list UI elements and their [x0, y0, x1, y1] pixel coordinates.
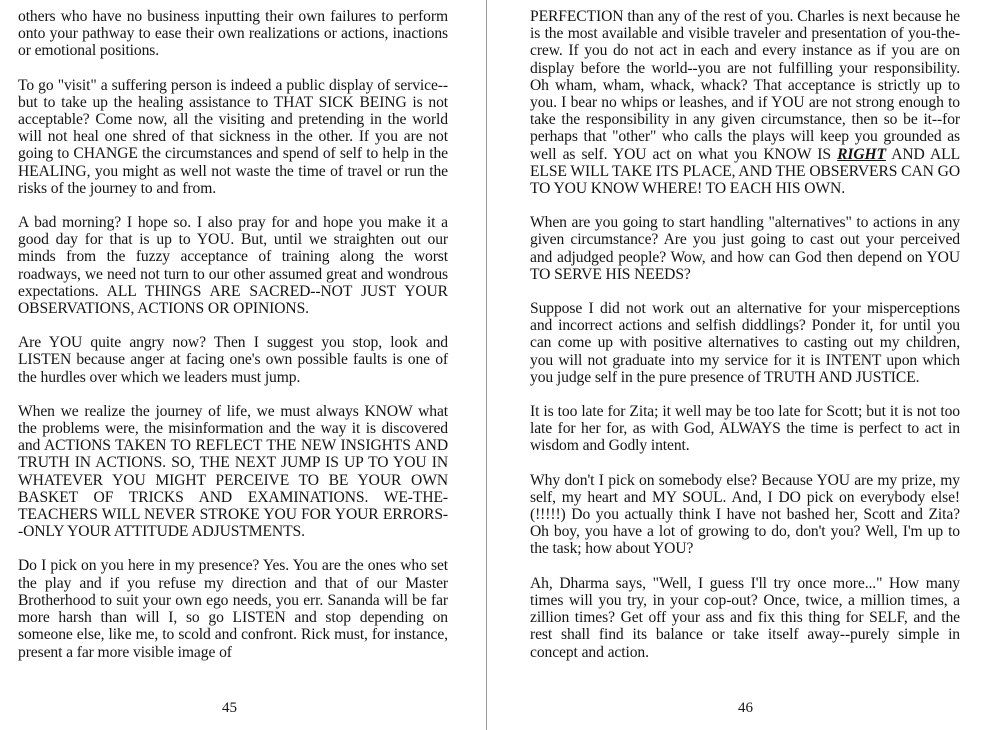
right-page [530, 8, 960, 678]
right-paragraph-1-end: AND ALL ELSE WILL TAKE ITS PLACE, AND THE OBSERVERS CAN GO TO YOU KNOW WHERE! TO EACH HIS OWN. [530, 145, 960, 198]
right-paragraph-2: When are you going to start handling "alternatives" to actions in any given circumstance? Are you just going to cast out your perceived and adjudged people? Wow, and how can God then depend on YOU TO SERVE HIS NEEDS? [530, 214, 960, 283]
right-paragraph-1 [530, 8, 960, 197]
left-page-number: 45 [222, 700, 237, 716]
left-paragraph-2: To go "visit" a suffering person is indeed a public display of service--but to take up the healing assistance to THAT SICK BEING is not acceptable? Come now, all the visiting and pretending in the world will not heal one shred of that sickness in the other. If you are not going to CHANGE the circumstances and spend of self to help in the HEALING, you might as well not waste the time of travel or run the risks of the journey to and from. [18, 76, 448, 197]
right-page-number: 46 [738, 700, 753, 716]
left-paragraph-6: Do I pick on you here in my presence? Yes. You are the ones who set the play and if you refuse my direction and that of our Master Brotherhood to suit your own ego needs, you err. Sananda will be far more harsh than will I, so go LISTEN and stop depending on someone else, like me, to scold and confront. Rick must, for instance, present a far more visible image of [18, 557, 448, 661]
left-paragraph-1: others who have no business inputting their own failures to perform onto your pathway to ease their own realizations or actions, inactions or emotional positions. [18, 8, 448, 60]
page-gutter [486, 0, 487, 730]
right-paragraph-1-start: PERFECTION than any of the rest of you. Charles is next because he is the most available and visible traveler and presentation of you-the-crew. If you do not act in each and every instance as if you are on display before the world--you are not fulfilling your responsibility. Oh wham, wham, whack, whack? That acceptance is strictly up to you. I bear no whips or leashes, and if YOU are not strong enough to take the responsibility in any given circumstance, then so be it--for perhaps that "other" who calls the plays will keep you grounded as well as self. YOU act on what you KNOW IS [530, 8, 960, 163]
right-paragraph-4: It is too late for Zita; it well may be too late for Scott; but it is not too late for her for, as with God, ALWAYS the time is perfect to act in wisdom and Godly intent. [530, 403, 960, 455]
left-paragraph-4: Are YOU quite angry now? Then I suggest you stop, look and LISTEN because anger at facing one's own possible faults is one of the hurdles over which we leaders must jump. [18, 334, 448, 386]
right-paragraph-5: Why don't I pick on somebody else? Because YOU are my prize, my self, my heart and MY SOUL. And, I DO pick on everybody else! (!!!!!) Do you actually think I have not bashed her, Scott and Zita? Oh boy, you have a lot of growing to do, don't you? Well, I'm up to the task; how about YOU? [530, 471, 960, 558]
right-paragraph-6: Ah, Dharma says, "Well, I guess I'll try once more..." How many times will you try, in your cop-out? Once, twice, a million times, a zillion times? Get off your ass and fix this thing for SELF, and the rest shall find its balance or take itself away--purely simple in concept and action. [530, 574, 960, 661]
left-page [18, 8, 448, 678]
right-paragraph-3: Suppose I did not work out an alternative for your misperceptions and incorrect actions and selfish diddlings? Ponder it, for until you can come up with positive alternatives to casting out my children, you will not graduate into my service for it is INTENT upon which you judge self in the pure presence of TRUTH AND JUSTICE. [530, 300, 960, 386]
right-paragraph-1-emphasis: RIGHT [837, 145, 886, 163]
left-paragraph-3: A bad morning? I hope so. I also pray for and hope you make it a good day for that is up to YOU. But, until we straighten out our minds from the fuzzy acceptance of training along the worst roadways, we need not turn to our other assumed great and wondrous expectations. ALL THINGS ARE SACRED--NOT JUST YOUR OBSERVATIONS, ACTIONS OR OPINIONS. [18, 214, 448, 318]
left-paragraph-5: When we realize the journey of life, we must always KNOW what the problems were, the misinformation and the way it is discovered and ACTIONS TAKEN TO REFLECT THE NEW INSIGHTS AND TRUTH IN ACTIONS. SO, THE NEXT JUMP IS UP TO YOU IN WHATEVER YOU MIGHT PERCEIVE TO BE YOUR OWN BASKET OF TRICKS AND EXAMINATIONS. WE-THE-TEACHERS WILL NEVER STROKE YOU FOR YOUR ERRORS--ONLY YOUR ATTITUDE ADJUSTMENTS. [18, 402, 448, 541]
